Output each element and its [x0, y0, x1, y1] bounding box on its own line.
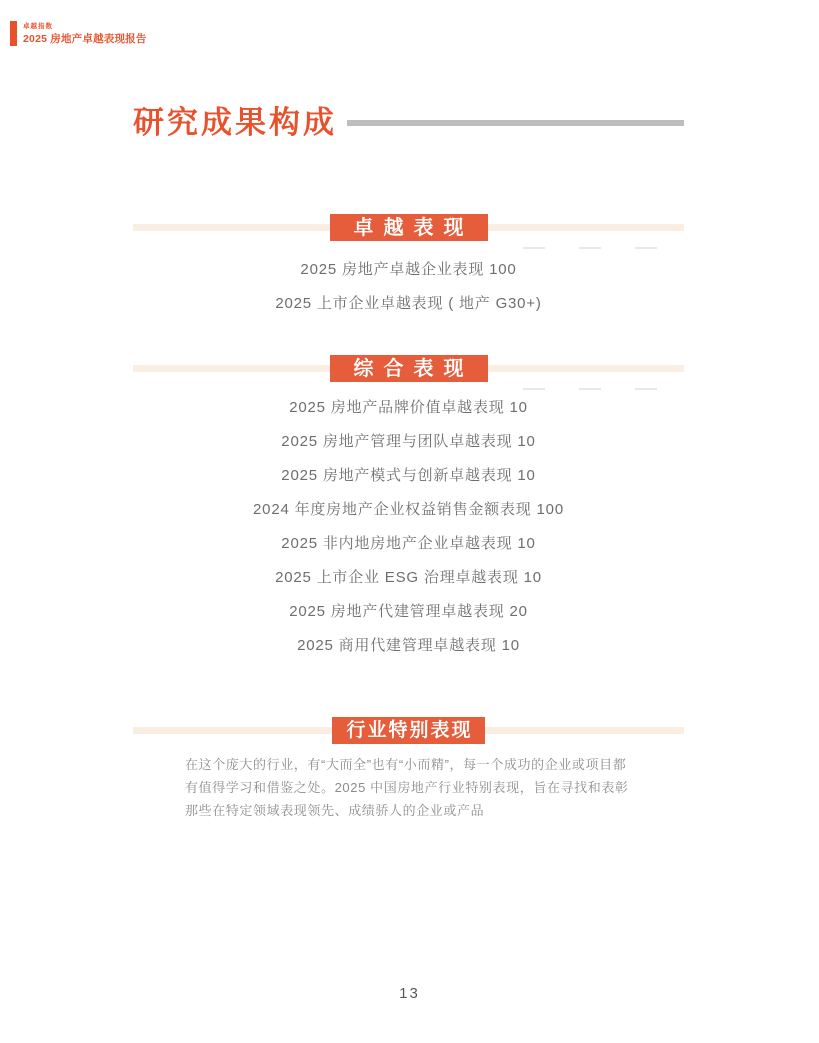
list-item: 2025 商用代建管理卓越表现 10 — [297, 637, 520, 654]
page-title: 研究成果构成 — [133, 105, 337, 140]
section-badge-comprehensive: 综合表现 — [330, 355, 488, 382]
section-badge-excellence: 卓越表现 — [330, 214, 488, 241]
brand-logo — [10, 21, 147, 46]
list-item: 2025 房地产卓越企业表现 100 — [300, 261, 517, 278]
brand-logo-bar — [10, 21, 17, 46]
list-item: 2025 房地产代建管理卓越表现 20 — [289, 603, 528, 620]
list-item: 2025 上市企业卓越表现 ( 地产 G30+) — [275, 295, 542, 312]
badge-dashes — [523, 388, 682, 390]
list-item: 2025 非内地房地产企业卓越表现 10 — [281, 535, 536, 552]
special-paragraph: 在这个庞大的行业，有“大而全”也有“小而精”，每一个成功的企业或项目都有值得学习和借鉴之处。2025 中国房地产行业特别表现，旨在寻找和表彰那些在特定领域表现领先、成绩骄人的企业或产品 — [185, 757, 629, 818]
comprehensive-list — [133, 400, 684, 672]
special-paragraph-wrap — [133, 753, 684, 822]
badge-dashes — [523, 247, 682, 249]
title-row — [133, 103, 684, 143]
page-number: 13 — [399, 985, 420, 1002]
brand-text — [23, 21, 147, 46]
brand-tagline: 卓越指数 — [23, 23, 53, 30]
section-special-header — [133, 717, 684, 744]
list-item: 2025 房地产管理与团队卓越表现 10 — [281, 433, 536, 450]
list-item: 2025 房地产品牌价值卓越表现 10 — [289, 399, 528, 416]
section-badge-special: 行业特别表现 — [332, 717, 484, 744]
section-comprehensive-header — [133, 355, 684, 382]
brand-title: 2025 房地产卓越表现报告 — [23, 33, 147, 45]
list-item: 2024 年度房地产企业权益销售金额表现 100 — [253, 501, 564, 518]
excellence-list — [133, 262, 684, 330]
list-item: 2025 房地产模式与创新卓越表现 10 — [281, 467, 536, 484]
title-rule — [347, 120, 684, 126]
list-item: 2025 上市企业 ESG 治理卓越表现 10 — [275, 569, 542, 586]
section-excellence-header — [133, 214, 684, 241]
